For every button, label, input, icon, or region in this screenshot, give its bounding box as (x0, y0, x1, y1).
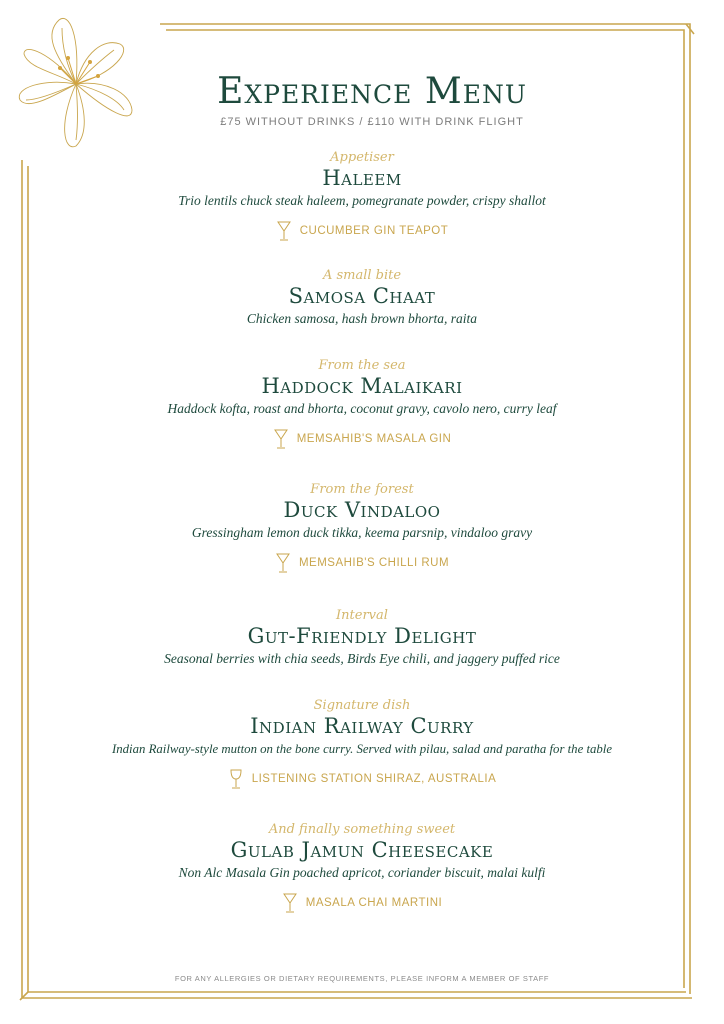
dish-description: Chicken samosa, hash brown bhorta, raita (246, 311, 478, 326)
course-signature-dish (0, 698, 724, 794)
drink-pairing (275, 552, 449, 574)
dish-name: Haleem (322, 166, 402, 190)
course-interval (0, 608, 724, 668)
drink-pairing-label: CUCUMBER GIN TEAPOT (299, 225, 449, 237)
drink-pairing-label: MASALA CHAI MARTINI (305, 897, 443, 909)
dish-name: Gut-Friendly Delight (247, 624, 477, 648)
course-category: From the sea (318, 358, 406, 373)
course-category: And finally something sweet (268, 822, 456, 837)
drink-pairing (282, 892, 442, 914)
course-category: A small bite (322, 268, 402, 283)
cocktail-glass-icon (276, 220, 292, 242)
course-small-bite (0, 268, 724, 328)
cocktail-glass-icon (273, 428, 289, 450)
menu-title: Experience Menu (217, 71, 527, 112)
dish-name: Samosa Chaat (288, 284, 436, 308)
drink-pairing-label: LISTENING STATION SHIRAZ, AUSTRALIA (251, 773, 497, 785)
course-dessert (0, 822, 724, 918)
menu-header (0, 72, 724, 128)
drink-pairing-label: MEMSAHIB'S MASALA GIN (296, 433, 452, 445)
course-from-the-sea (0, 358, 724, 454)
allergy-notice: FOR ANY ALLERGIES OR DIETARY REQUIREMENTS, PLEASE INFORM A MEMBER OF STAFF (174, 974, 550, 983)
course-appetiser (0, 150, 724, 246)
wine-glass-icon (228, 768, 244, 790)
drink-pairing-label: MEMSAHIB'S CHILLI RUM (298, 557, 450, 569)
menu-price-subtitle: £75 WITHOUT DRINKS / £110 WITH DRINK FLIGHT (220, 116, 524, 128)
dish-description: Indian Railway-style mutton on the bone curry. Served with pilau, salad and paratha for the table (111, 742, 613, 756)
drink-pairing (276, 220, 449, 242)
course-category: Signature dish (313, 698, 411, 713)
dish-name: Indian Railway Curry (250, 714, 474, 738)
course-category: From the forest (310, 482, 414, 497)
dish-name: Gulab Jamun Cheesecake (230, 838, 494, 862)
course-category: Interval (336, 608, 388, 623)
dish-description: Haddock kofta, roast and bhorta, coconut gravy, cavolo nero, curry leaf (167, 401, 557, 416)
dish-description: Seasonal berries with chia seeds, Birds Eye chili, and jaggery puffed rice (164, 651, 560, 666)
course-from-the-forest (0, 482, 724, 578)
drink-pairing (228, 768, 497, 790)
drink-pairing (273, 428, 452, 450)
dish-name: Haddock Malaikari (261, 374, 463, 398)
dish-description: Gressingham lemon duck tikka, keema parsnip, vindaloo gravy (191, 525, 533, 540)
cocktail-glass-icon (282, 892, 298, 914)
dish-description: Non Alc Masala Gin poached apricot, coriander biscuit, malai kulfi (178, 865, 546, 880)
course-category: Appetiser (330, 150, 394, 165)
dish-description: Trio lentils chuck steak haleem, pomegranate powder, crispy shallot (178, 193, 546, 208)
dish-name: Duck Vindaloo (283, 498, 441, 522)
cocktail-glass-icon (275, 552, 291, 574)
